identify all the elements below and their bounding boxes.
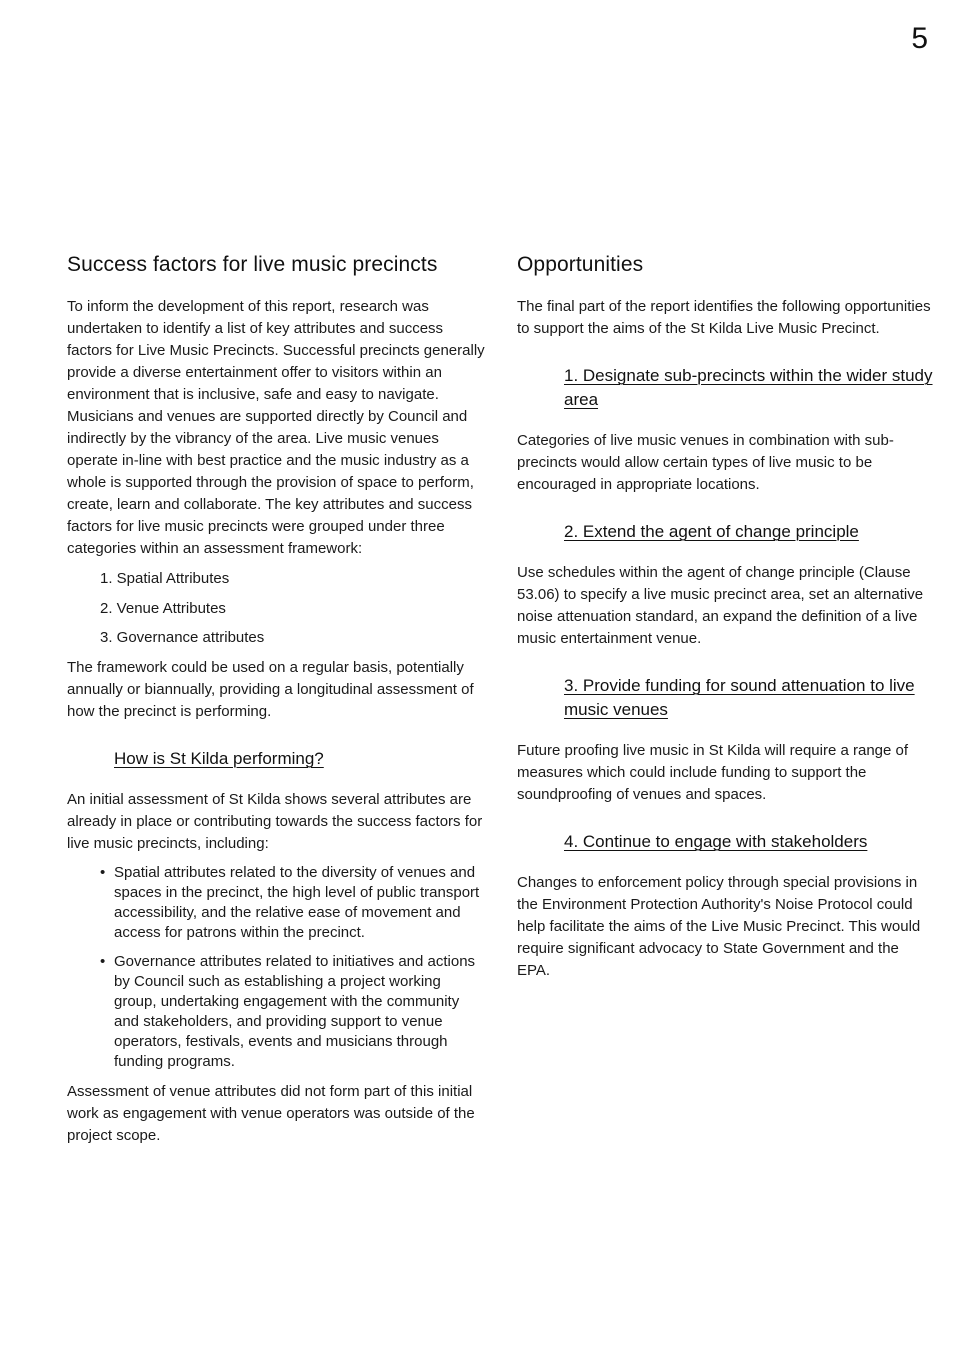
success-factors-section [67,253,487,1155]
page-number: 5 [911,22,928,55]
opportunity-text: Categories of live music venues in combination with sub-precincts would allow certain types of live music to be encouraged in appropriate locations. [517,432,894,493]
list-item: 1. Spatial Attributes [100,570,230,587]
subheading-text: How is St Kilda performing? [114,749,324,768]
assessment-paragraph: An initial assessment of St Kilda shows several attributes are already in place or contributing towards the success factors for live music precincts, including: [67,791,483,852]
opportunity-title-text: 4. Continue to engage with stakeholders [564,832,868,851]
opportunity-title-text: 2. Extend the agent of change principle [564,522,859,541]
section-heading: Success factors for live music precincts [67,253,438,276]
list-item: • Spatial attributes related to the diversity of venues and spaces in the precinct, the high level of public transport accessibility, and the relative ease of movement and access for patrons within the precinct. [114,863,487,943]
opportunity-title-text: 3. Provide funding for sound attenuation to live music venues [564,676,915,719]
list-item: • Governance attributes related to initiatives and actions by Council such as establishing a project working group, undertaking engagement with the community and stakeholders, and providing support to venue operators, festivals, events and musicians through funding programs. [114,952,487,1072]
opportunity-title [564,364,935,412]
opportunity-text: Changes to enforcement policy through special provisions in the Environment Protection Authority's Noise Protocol could help facilitate the aims of the Live Music Precinct. This would require significant advocacy to State Government and the EPA. [517,874,921,979]
opportunity-title [564,520,935,544]
intro-paragraph: To inform the development of this report, research was undertaken to identify a list of key attributes and success factors for Live Music Precincts. Successful precincts generally provide a diverse entertainment offer to visitors within an environment that is inclusive, safe and easy to navigate. Musicians and venues are supported directly by Council and indirectly by the vibrancy of the area. Live music venues operate in-line with best practice and the music industry as a whole is supported through the provision of space to perform, create, learn and collaborate. The key attributes and success factors for live music precincts were grouped under three categories within an assessment framework: [67,298,485,557]
subheading [114,747,487,771]
section-heading: Opportunities [517,253,644,276]
opportunity-title-text: 1. Designate sub-precincts within the wider study area [564,366,933,409]
list-item: 2. Venue Attributes [100,599,226,617]
opportunity-text: Use schedules within the agent of change principle (Clause 53.06) to specify a live music precinct area, set an alternative noise attenuation standard, an expand the definition of a live music entertainment venue. [517,564,924,647]
intro-paragraph: The final part of the report identifies the following opportunities to support the aims of the St Kilda Live Music Precinct. [517,298,931,337]
list-item: 3. Governance attributes [100,629,265,646]
framework-paragraph: The framework could be used on a regular basis, potentially annually or biannually, providing a longitudinal assessment of how the precinct is performing. [67,659,474,720]
opportunity-text: Future proofing live music in St Kilda will require a range of measures which could include funding to support the soundproofing of venues and spaces. [517,742,909,803]
opportunity-title [564,830,935,854]
closing-paragraph: Assessment of venue attributes did not form part of this initial work as engagement with venue operators was outside of the project scope. [67,1083,475,1144]
opportunity-title [564,674,935,722]
opportunities-section [517,253,935,990]
categories-list [67,568,487,649]
bullet-list [67,863,487,1072]
